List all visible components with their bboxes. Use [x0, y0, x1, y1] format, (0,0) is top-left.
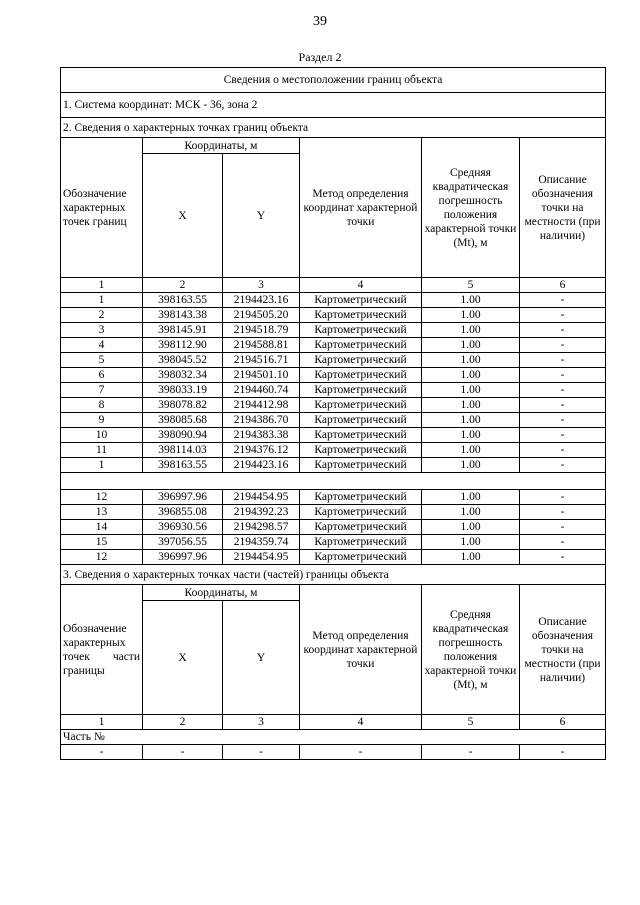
table-cell: 2194298.57	[223, 520, 300, 535]
table-cell: 2194501.10	[223, 368, 300, 383]
table-row	[61, 293, 606, 308]
table-cell: 2194423.16	[223, 458, 300, 473]
table-cell: 398078.82	[143, 398, 223, 413]
table-cell: -	[520, 550, 606, 565]
table-cell: 1.00	[422, 338, 520, 353]
table-cell: -	[520, 338, 606, 353]
table-cell: 2194460.74	[223, 383, 300, 398]
table-cell: Картометрический	[300, 353, 422, 368]
section-label: Раздел 2	[298, 50, 342, 64]
table-row	[61, 368, 606, 383]
table-row	[61, 520, 606, 535]
table-cell: 396930.56	[143, 520, 223, 535]
table-cell: Картометрический	[300, 293, 422, 308]
table-cell: 14	[61, 520, 143, 535]
table-cell: 2194454.95	[223, 550, 300, 565]
coord-system: 1. Система координат: МСК - 36, зона 2	[61, 93, 606, 118]
table-cell: Картометрический	[300, 368, 422, 383]
header-description-part: Описание обозначения точки на местности (при наличии)	[520, 585, 606, 715]
table-cell: Картометрический	[300, 413, 422, 428]
table-cell: 11	[61, 443, 143, 458]
table-cell: 1.00	[422, 413, 520, 428]
table-cell: Картометрический	[300, 458, 422, 473]
table-cell: 2194386.70	[223, 413, 300, 428]
table-cell: 398143.38	[143, 308, 223, 323]
table-cell: 6	[520, 278, 606, 293]
table-cell: 398163.55	[143, 458, 223, 473]
table-cell: Картометрический	[300, 490, 422, 505]
table-cell: 2194359.74	[223, 535, 300, 550]
table-cell: 12	[61, 490, 143, 505]
table-cell: Картометрический	[300, 338, 422, 353]
table-cell: 2194383.38	[223, 428, 300, 443]
table-cell: 10	[61, 428, 143, 443]
table-cell: 8	[61, 398, 143, 413]
table-cell: 1.00	[422, 505, 520, 520]
header-method-part: Метод определения координат характерной точки	[300, 585, 422, 715]
table-cell: -	[520, 443, 606, 458]
table-cell: -	[143, 745, 223, 760]
header-designation: Обозначение характерных точек границ	[61, 138, 143, 278]
table-title: Сведения о местоположении границ объекта	[61, 68, 606, 93]
table-cell: 398145.91	[143, 323, 223, 338]
table-cell: 1.00	[422, 293, 520, 308]
table-cell: 1.00	[422, 398, 520, 413]
table-cell: -	[520, 535, 606, 550]
table-cell: 396997.96	[143, 490, 223, 505]
table-cell: Картометрический	[300, 550, 422, 565]
table-cell: 6	[61, 368, 143, 383]
header-x-part: X	[143, 601, 223, 715]
table-cell: Картометрический	[300, 535, 422, 550]
table-row	[61, 428, 606, 443]
table-row	[61, 323, 606, 338]
blank-row	[61, 473, 606, 490]
table-cell: 1.00	[422, 353, 520, 368]
table-row	[61, 398, 606, 413]
table-cell: -	[520, 398, 606, 413]
table-cell: 2	[61, 308, 143, 323]
table-cell: 1.00	[422, 520, 520, 535]
table-cell: 6	[520, 715, 606, 730]
table-cell: 12	[61, 550, 143, 565]
table-cell: -	[520, 323, 606, 338]
table-cell: 1.00	[422, 550, 520, 565]
table-cell: -	[520, 520, 606, 535]
header-x: X	[143, 154, 223, 278]
table-cell: 1.00	[422, 490, 520, 505]
table-row	[61, 490, 606, 505]
table-cell: 2194505.20	[223, 308, 300, 323]
table-cell: 1.00	[422, 383, 520, 398]
table-cell: 7	[61, 383, 143, 398]
table-cell: -	[223, 745, 300, 760]
table-cell: 5	[61, 353, 143, 368]
table-cell: -	[520, 458, 606, 473]
header-coordinates-part: Координаты, м	[143, 585, 300, 601]
table-cell: 2	[143, 278, 223, 293]
table-cell: 4	[61, 338, 143, 353]
table-cell: 2194518.79	[223, 323, 300, 338]
table-cell: 398090.94	[143, 428, 223, 443]
table-cell: 396855.08	[143, 505, 223, 520]
table-cell: 15	[61, 535, 143, 550]
table-cell: 3	[61, 323, 143, 338]
table-cell: 398033.19	[143, 383, 223, 398]
table-cell: Картометрический	[300, 520, 422, 535]
table-row	[61, 338, 606, 353]
table-cell: 1.00	[422, 428, 520, 443]
table-cell: -	[520, 490, 606, 505]
header-method: Метод определения координат характерной точки	[300, 138, 422, 278]
part-points-heading: 3. Сведения о характерных точках части (частей) границы объекта	[61, 565, 606, 585]
table-cell: Картометрический	[300, 443, 422, 458]
table-cell: -	[422, 745, 520, 760]
table-row	[61, 353, 606, 368]
table-cell: 2194423.16	[223, 293, 300, 308]
table-row	[61, 413, 606, 428]
table-cell: 2194516.71	[223, 353, 300, 368]
table-cell: Картометрический	[300, 308, 422, 323]
table-cell: 398114.03	[143, 443, 223, 458]
page-number: 39	[313, 14, 327, 29]
table-cell: 1	[61, 278, 143, 293]
part-label: Часть №	[61, 730, 606, 745]
table-cell: -	[520, 428, 606, 443]
table-cell: 2194454.95	[223, 490, 300, 505]
table-row	[61, 443, 606, 458]
table-cell: 1.00	[422, 535, 520, 550]
table-cell: 1.00	[422, 368, 520, 383]
table-row	[61, 458, 606, 473]
table-row	[61, 505, 606, 520]
table-cell: 4	[300, 278, 422, 293]
table-cell: Картометрический	[300, 323, 422, 338]
header-coordinates: Координаты, м	[143, 138, 300, 154]
table-cell: 1	[61, 458, 143, 473]
table-cell: Картометрический	[300, 428, 422, 443]
table-cell: 9	[61, 413, 143, 428]
table-cell: 2194392.23	[223, 505, 300, 520]
table-cell: 398032.34	[143, 368, 223, 383]
table-cell: 1.00	[422, 308, 520, 323]
table-cell: 398085.68	[143, 413, 223, 428]
header-error: Средняя квадратическая погрешность положения характерной точки (Mt), м	[422, 138, 520, 278]
table-cell: 13	[61, 505, 143, 520]
table-cell: 5	[422, 715, 520, 730]
table-row	[61, 383, 606, 398]
boundary-table-body	[61, 68, 606, 760]
table-cell: 1.00	[422, 323, 520, 338]
table-cell: 3	[223, 715, 300, 730]
table-cell: -	[520, 505, 606, 520]
table-cell: 2	[143, 715, 223, 730]
table-cell: 398112.90	[143, 338, 223, 353]
table-cell: 398163.55	[143, 293, 223, 308]
table-cell: -	[520, 383, 606, 398]
points-heading: 2. Сведения о характерных точках границ объекта	[61, 118, 606, 138]
table-cell: 397056.55	[143, 535, 223, 550]
part-row	[61, 745, 606, 760]
header-error-part: Средняя квадратическая погрешность положения характерной точки (Mt), м	[422, 585, 520, 715]
table-cell: 1	[61, 715, 143, 730]
table-cell: -	[61, 745, 143, 760]
table-cell: 396997.96	[143, 550, 223, 565]
table-cell: 1.00	[422, 458, 520, 473]
column-numbers-row	[61, 278, 606, 293]
table-cell: -	[520, 308, 606, 323]
table-cell: -	[520, 413, 606, 428]
column-numbers-row	[61, 715, 606, 730]
table-cell: 3	[223, 278, 300, 293]
table-cell: 2194588.81	[223, 338, 300, 353]
table-cell: -	[520, 293, 606, 308]
table-row	[61, 550, 606, 565]
table-cell: 2194412.98	[223, 398, 300, 413]
table-cell: -	[300, 745, 422, 760]
table-cell: -	[520, 353, 606, 368]
table-cell: 1	[61, 293, 143, 308]
table-cell: -	[520, 745, 606, 760]
header-description: Описание обозначения точки на местности (при наличии)	[520, 138, 606, 278]
table-cell: Картометрический	[300, 383, 422, 398]
table-row	[61, 308, 606, 323]
table-cell: 1.00	[422, 443, 520, 458]
table-cell: 5	[422, 278, 520, 293]
table-cell: 4	[300, 715, 422, 730]
header-y: Y	[223, 154, 300, 278]
header-designation-part: Обозначение характерных точек части границы	[61, 585, 143, 715]
table-cell: Картометрический	[300, 398, 422, 413]
header-y-part: Y	[223, 601, 300, 715]
boundary-table	[60, 67, 606, 760]
table-cell: Картометрический	[300, 505, 422, 520]
table-cell: 398045.52	[143, 353, 223, 368]
table-row	[61, 535, 606, 550]
table-cell: 2194376.12	[223, 443, 300, 458]
table-cell: -	[520, 368, 606, 383]
blank-row-cell	[61, 473, 606, 490]
